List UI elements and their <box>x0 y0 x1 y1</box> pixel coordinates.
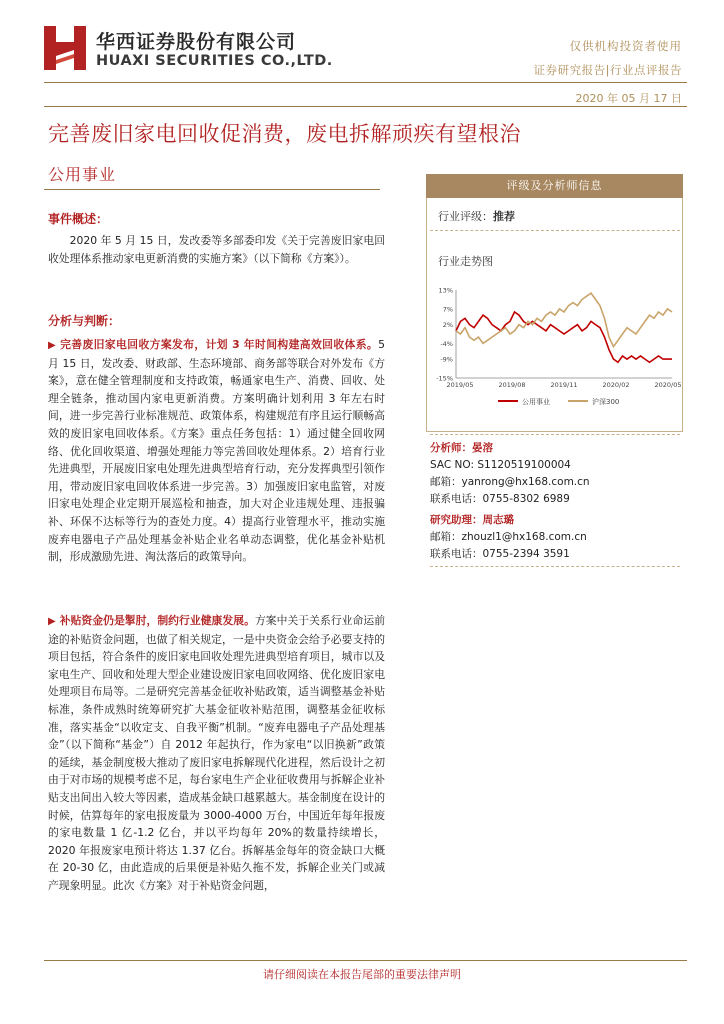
rating-label: 行业评级： <box>438 210 493 223</box>
paragraph-1-text: 5 月 15 日，发改委、财政部、生态环境部、商务部等联合对外发布《方案》，意在健全管理制度和支持政策，畅通家电生产、消费、回收、处理全链条，推动国内家电更新消费。方案明确计划利用 3 年左右时间，进一步完善行业标准规范、政策体系，构建规范有序且运行顺畅高效的废旧家电回收体系。《方案》重点任务包括：1）通过健全回收网络、优化回收渠道、增强处理能力等完善回收处理体系。2）培育行业先进典型，开展废旧家电处理先进典型培育行动，充分发挥典型引领作用，带动废旧家电回收体系进一步完善。3）加强废旧家电监管，对废旧家电处理企业定期开展巡检和抽查，加大对企业违规处理、违报骗补、环保不达标等行为的查处力度。4）提高行业管理水平，推动实施废弃电器电子产品处理基金补贴企业名单动态调整，优化基金补贴机制，形成激励先进、淘汰落后的政策导向。 <box>48 338 385 564</box>
analysis-paragraph-1 <box>48 336 385 566</box>
sac-label: SAC NO: <box>430 459 474 471</box>
y-tick-label: 2% <box>442 321 453 330</box>
rating-value: 推荐 <box>493 210 515 223</box>
y-tick-label: -15% <box>436 374 453 383</box>
footer-divider <box>44 960 687 961</box>
report-title: 完善废旧家电回收促消费，废电拆解顽疾有望根治 <box>48 122 521 146</box>
industry-divider <box>44 189 380 190</box>
report-type: 证券研究报告|行业点评报告 <box>533 63 682 77</box>
assistant-info <box>430 512 587 563</box>
y-tick-label: -9% <box>440 355 453 364</box>
phone-label: 联系电话： <box>430 493 483 505</box>
header-divider <box>44 82 687 83</box>
x-tick-label: 2019/11 <box>550 381 578 389</box>
legend-label: 沪深300 <box>592 398 620 406</box>
email-label: 邮箱： <box>430 476 462 488</box>
company-name-cn: 华西证券股份有限公司 <box>96 31 297 53</box>
analyst-info <box>430 440 590 508</box>
report-date: 2020 年 05 月 17 日 <box>575 92 682 105</box>
assistant-label: 研究助理： <box>430 514 483 526</box>
paragraph-2-lead: 补贴资金仍是掣肘，制约行业健康发展。 <box>59 614 255 627</box>
rating-box-title: 评级及分析师信息 <box>426 174 683 198</box>
y-tick-label: 13% <box>438 286 453 295</box>
series-line-utilities <box>456 312 672 362</box>
legend-label: 公用事业 <box>522 398 550 406</box>
sac-number: S1120519100004 <box>477 459 571 471</box>
phone-label: 联系电话： <box>430 548 483 560</box>
x-tick-label: 2019/08 <box>498 381 526 389</box>
industry-trend-chart <box>428 282 682 410</box>
event-heading: 事件概述： <box>48 212 109 226</box>
assistant-divider <box>430 566 680 567</box>
x-tick-label: 2019/05 <box>446 381 474 389</box>
y-tick-label: 7% <box>442 305 453 314</box>
company-name-en: HUAXI SECURITIES CO.,LTD. <box>96 53 333 69</box>
assistant-email[interactable]: zhouzl1@hx168.com.cn <box>461 531 587 543</box>
bullet-arrow-icon: ▶ <box>48 616 56 627</box>
email-label: 邮箱： <box>430 531 462 543</box>
analyst-divider <box>430 434 680 435</box>
assistant-phone: 0755-2394 3591 <box>482 548 570 560</box>
analyst-name: 晏溶 <box>472 442 493 454</box>
investor-note: 仅供机构投资者使用 <box>569 39 682 53</box>
analysis-heading: 分析与判断： <box>48 314 121 328</box>
x-tick-label: 2020/02 <box>602 381 630 389</box>
event-text: 2020 年 5 月 15 日，发改委等多部委印发《关于完善废旧家电回收处理体系推动家电更新消费的实施方案》（以下简称《方案》）。 <box>48 234 385 265</box>
paragraph-2-text: 方案中关于关系行业命运前途的补贴资金问题，也做了相关规定，一是中央资金会给予必要支持的项目包括，符合条件的废旧家电回收处理先进典型培育项目，城市以及家电生产、回收和处理大型企业建设废旧家电回收网络、优化废旧家电处理项目布局等。二是研究完善基金征收补贴政策，适当调整基金补贴标准，条件成熟时统筹研究扩大基金征收补贴范围，调整基金征收标准，落实基金“以收定支、自我平衡”机制。“废弃电器电子产品处理基金”（以下简称“基金”）自 2012 年起执行，作为家电“以旧换新”政策的延续，基金制度极大推动了废旧家电拆解现代化进程，然后设计之初由于对市场的规模考虑不足，每台家电生产企业征收费用与拆解企业补贴支出间出入较大等因素，造成基金缺口越累越大。基金制度在设计的时候，估算每年的家电报废量为 3000-4000 万台，中国近年每年报废的家电数量 1 亿-1.2 亿台，并以平均每年 20%的数量持续增长，2020 年报废家电预计将达 1.37 亿台。拆解基金每年的资金缺口大概在 20-30 亿，由此造成的后果便是补贴久拖不发，拆解企业关门或减产现象明显。此次《方案》对于补贴资金问题， <box>48 614 386 892</box>
rating-divider <box>430 230 680 231</box>
bullet-arrow-icon: ▶ <box>48 340 57 351</box>
trend-chart-label: 行业走势图 <box>438 255 493 268</box>
legal-notice: 请仔细阅读在本报告尾部的重要法律声明 <box>263 968 461 981</box>
paragraph-1-lead: 完善废旧家电回收方案发布，计划 3 年时间构建高效回收体系。 <box>60 338 379 351</box>
y-tick-label: -4% <box>440 339 453 348</box>
analyst-label: 分析师： <box>430 442 472 454</box>
analyst-phone: 0755-8302 6989 <box>482 493 570 505</box>
x-tick-label: 2020/05 <box>654 381 682 389</box>
industry-name: 公用事业 <box>48 165 117 184</box>
industry-rating <box>438 208 515 224</box>
assistant-name: 周志璐 <box>482 514 514 526</box>
date-divider <box>44 106 687 107</box>
company-logo-icon <box>44 26 86 70</box>
analyst-email[interactable]: yanrong@hx168.com.cn <box>461 476 590 488</box>
analysis-paragraph-2 <box>48 612 385 895</box>
